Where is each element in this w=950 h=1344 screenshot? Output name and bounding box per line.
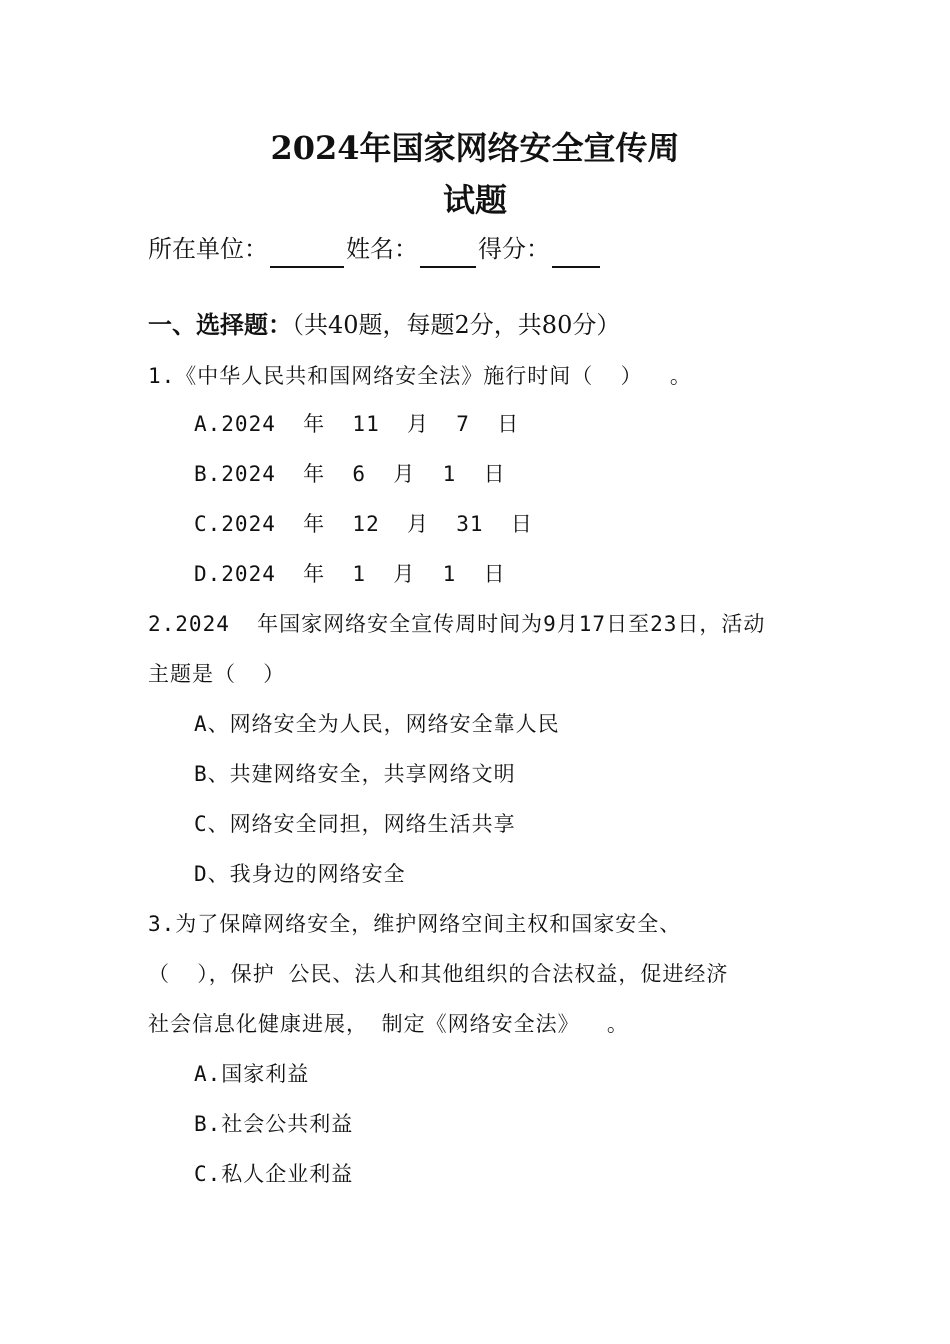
question-1-option-b[interactable]: B.2024 年 6 月 1 日 xyxy=(194,462,506,486)
section-heading xyxy=(148,306,620,344)
section-title: 一、选择题： xyxy=(148,310,292,339)
question-2-stem-line-1: 2.2024 年国家网络安全宣传周时间为9月17日至23日，活动 xyxy=(148,612,766,636)
score-label: 得分： xyxy=(478,235,550,263)
question-1-stem: 1.《中华人民共和国网络安全法》施行时间（ ） 。 xyxy=(148,364,692,388)
examinee-info-row xyxy=(148,230,602,268)
question-3-stem-line-1: 3.为了保障网络安全，维护网络空间主权和国家安全、 xyxy=(148,912,682,936)
question-3-stem-line-2: （ ），保护 公民、法人和其他组织的合法权益，促进经济 xyxy=(148,962,729,986)
question-1-option-d[interactable]: D.2024 年 1 月 1 日 xyxy=(194,562,506,586)
exam-title: 2024年国家网络安全宣传周 xyxy=(270,129,680,167)
question-2-option-b[interactable]: B、共建网络安全，共享网络文明 xyxy=(194,762,516,786)
unit-blank[interactable] xyxy=(270,238,344,268)
question-1-option-a[interactable]: A.2024 年 11 月 7 日 xyxy=(194,412,520,436)
question-2-option-c[interactable]: C、网络安全同担，网络生活共享 xyxy=(194,812,516,836)
question-3-option-b[interactable]: B.社会公共利益 xyxy=(194,1112,354,1136)
question-2-stem-line-2: 主题是（ ） xyxy=(148,662,286,686)
question-2-option-d[interactable]: D、我身边的网络安全 xyxy=(194,862,406,886)
exam-subtitle: 试题 xyxy=(442,181,507,219)
question-3-option-a[interactable]: A.国家利益 xyxy=(194,1062,310,1086)
question-2-option-a[interactable]: A、网络安全为人民，网络安全靠人民 xyxy=(194,712,560,736)
name-blank[interactable] xyxy=(420,238,476,268)
name-label: 姓名： xyxy=(346,235,418,263)
unit-label: 所在单位： xyxy=(148,235,268,263)
question-1-option-c[interactable]: C.2024 年 12 月 31 日 xyxy=(194,512,533,536)
score-blank[interactable] xyxy=(552,238,600,268)
section-note: （共40题，每题2分，共80分） xyxy=(292,311,621,339)
question-3-stem-line-3: 社会信息化健康进展， 制定《网络安全法》 。 xyxy=(148,1012,629,1036)
question-3-option-c[interactable]: C.私人企业利益 xyxy=(194,1162,354,1186)
